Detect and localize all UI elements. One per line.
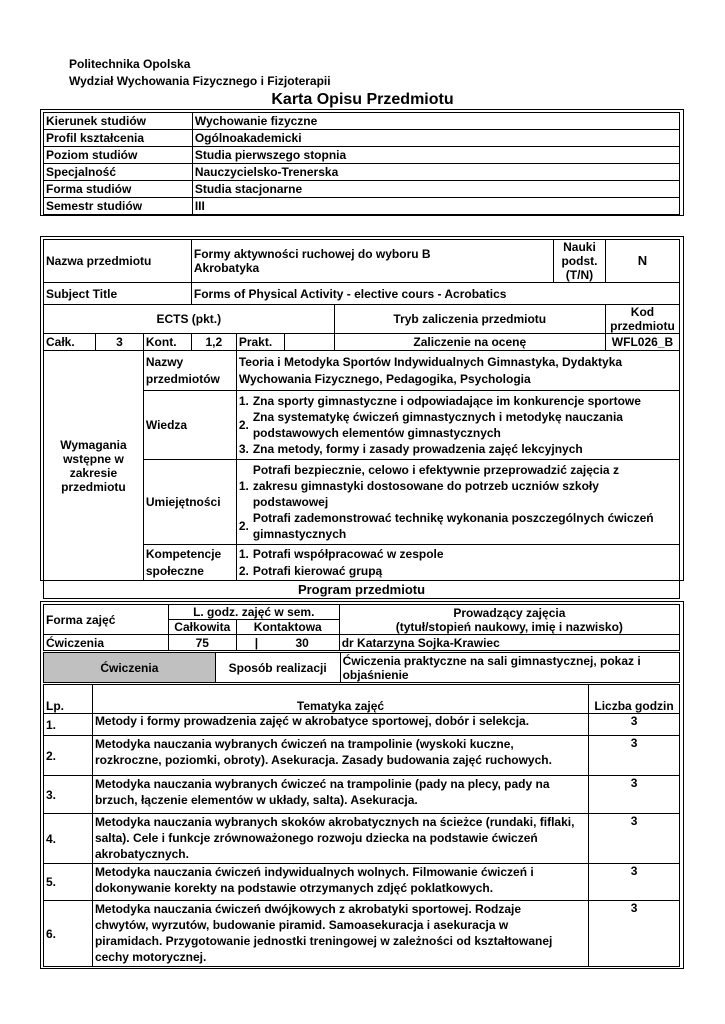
- study-value: Studia stacjonarne: [192, 181, 679, 198]
- basic-sciences-value: N: [605, 240, 679, 283]
- social-item: [239, 546, 677, 563]
- knowledge-label: Wiedza: [143, 391, 236, 460]
- total-label: Całk.: [44, 334, 96, 351]
- subject-title-value: Forms of Physical Activity - elective cours - Acrobatics: [191, 283, 679, 305]
- social-competence-list: [236, 545, 679, 581]
- classes-table: [43, 604, 680, 651]
- knowledge-item: [239, 393, 677, 409]
- hours-separator: |: [254, 635, 259, 650]
- prerequisites-label-line: wstępne w: [63, 451, 124, 466]
- topic-lp: 4.: [44, 814, 93, 864]
- item-text-line: podstawowej: [252, 495, 329, 509]
- topic-hours: 3: [589, 901, 680, 967]
- form-value: Ćwiczenia: [44, 635, 169, 651]
- item-number: 2.: [238, 519, 249, 533]
- code-label: Kod przedmiotu: [605, 305, 679, 334]
- code-value: WFL026_B: [605, 334, 679, 351]
- total-hours-label: Całkowita: [168, 620, 236, 635]
- kont-value: 1,2: [191, 334, 236, 351]
- ects-label: ECTS (pkt.): [44, 305, 335, 334]
- subject-name-line: Akrobatyka: [193, 261, 260, 275]
- teacher-label: [339, 605, 679, 635]
- topic-line: rozkroczne, poziomki, obroty). Asekuracja. Zasady budowania zajęć ruchowych.: [94, 753, 552, 767]
- prior-subjects-line: Wychowania Fizycznego, Pedagogika, Psychologia: [238, 371, 531, 386]
- topic-text: [92, 776, 588, 814]
- study-value: Nauczycielsko-Trenerska: [192, 164, 679, 181]
- item-text: Zna metody, formy i zasady prowadzenia zajęć lekcyjnych: [252, 442, 583, 456]
- program-label: Program przedmiotu: [44, 581, 680, 599]
- subject-table: [43, 239, 680, 599]
- study-label: Specjalność: [44, 164, 193, 181]
- item-number: 3.: [238, 442, 249, 456]
- study-label: Kierunek studiów: [44, 113, 193, 130]
- prior-subjects-label-line: Nazwy: [145, 354, 184, 369]
- skills-item: [239, 462, 677, 510]
- prakt-value: [284, 334, 334, 351]
- mode-value: Zaliczenie na ocenę: [334, 334, 605, 351]
- realization-form: Ćwiczenia: [44, 653, 216, 683]
- prerequisites-label-line: przedmiotu: [61, 479, 126, 494]
- knowledge-item: [239, 409, 677, 441]
- topic-text: [92, 901, 588, 967]
- faculty-name: Wydział Wychowania Fizycznego i Fizjoterapii: [69, 74, 331, 88]
- subject-title-label: Subject Title: [44, 283, 192, 305]
- topic-text: [92, 864, 588, 901]
- social-competence-label-line: Kompetencje: [145, 546, 222, 561]
- item-number: 2.: [238, 563, 249, 578]
- item-text-line: podstawowych elementów gimnastycznych: [252, 426, 501, 440]
- item-number: 1.: [238, 546, 249, 561]
- topic-line: chwytów, wyrzutów, budowanie piramid. Samoasekuracja i asekuracja w: [94, 918, 509, 932]
- social-competence-label: [143, 545, 236, 581]
- prior-subjects-label-line: przedmiotów: [145, 371, 220, 386]
- study-info-table: [43, 112, 680, 215]
- study-value: III: [192, 198, 679, 215]
- study-label: Poziom studiów: [44, 147, 193, 164]
- topic-header: Tematyka zajęć: [92, 685, 588, 714]
- hours-header: Liczba godzin: [589, 685, 680, 714]
- item-text: Potrafi współpracować w zespole: [252, 546, 444, 561]
- form-label: Forma zajęć: [44, 605, 169, 635]
- topic-line: Metodyka nauczania wybranych ćwiczeń na trampolinie (wyskoki kuczne,: [94, 737, 514, 751]
- topic-text: [92, 814, 588, 864]
- realization-method-line: objaśnienie: [342, 667, 409, 682]
- hours-label: L. godz. zajęć w sem.: [168, 605, 339, 620]
- study-value: Studia pierwszego stopnia: [192, 147, 679, 164]
- contact-hours-value: [236, 635, 339, 651]
- prerequisites-label-line: Wymagania: [60, 437, 127, 452]
- prakt-label: Prakt.: [236, 334, 284, 351]
- topic-line: dokonywanie korekty na podstawie otrzymanych zdjęć poklatkowych.: [94, 881, 494, 895]
- realization-method-line: Ćwiczenia praktyczne na sali gimnastycznej, pokaz i: [342, 653, 641, 668]
- topic-hours: 3: [589, 714, 680, 736]
- topic-lp: 5.: [44, 864, 93, 901]
- total-value: 3: [95, 334, 143, 351]
- contact-hours-number: 30: [295, 635, 309, 650]
- topic-hours: 3: [589, 864, 680, 901]
- item-text-line: zakresu gimnastyki dostosowane do potrzeb uczniów szkoły: [252, 479, 599, 493]
- skills-item: [239, 510, 677, 542]
- topic-line: salta). Cele i funkcje zrównoważonego rozwoju dziecka na podstawie ćwiczeń: [94, 831, 538, 845]
- mode-label: Tryb zaliczenia przedmiotu: [334, 305, 605, 334]
- topic-lp: 2.: [44, 736, 93, 776]
- item-text: Potrafi kierować grupą: [252, 563, 383, 578]
- kont-label: Kont.: [143, 334, 191, 351]
- prior-subjects-label: [143, 351, 236, 391]
- realization-table: [43, 652, 680, 683]
- prerequisites-label: [44, 351, 144, 581]
- teacher-label-line: (tytuł/stopień naukowy, imię i nazwisko): [395, 619, 623, 634]
- topics-table: [43, 684, 680, 967]
- knowledge-item: [239, 441, 677, 457]
- topic-text: [92, 736, 588, 776]
- topic-line: Metodyka nauczania wybranych skoków akrobatycznych na ścieżce (rundaki, fiflaki,: [94, 815, 575, 829]
- university-name: Politechnika Opolska: [69, 57, 191, 71]
- subject-name-label: Nazwa przedmiotu: [44, 240, 192, 283]
- prior-subjects-value: [236, 351, 679, 391]
- teacher-value: dr Katarzyna Sojka-Krawiec: [339, 635, 679, 651]
- topic-lp: 3.: [44, 776, 93, 814]
- prerequisites-label-line: zakresie: [69, 465, 118, 480]
- page-title: Karta Opisu Przedmiotu: [271, 91, 454, 108]
- realization-method-label: Sposób realizacji: [215, 653, 340, 683]
- topic-line: Metodyka nauczania ćwiczeń indywidualnych wolnych. Filmowanie ćwiczeń i: [94, 865, 534, 879]
- basic-sciences-label: Nauki podst. (T/N): [553, 240, 605, 283]
- knowledge-list: [236, 391, 679, 460]
- social-item: [239, 563, 677, 580]
- item-text: [253, 462, 619, 510]
- item-number: 1.: [238, 479, 249, 493]
- topic-hours: 3: [589, 736, 680, 776]
- subject-name-value: [191, 240, 553, 283]
- topic-hours: 3: [589, 776, 680, 814]
- topic-lp: 6.: [44, 901, 93, 967]
- topic-line: brzuch, łączenie elementów w układy, salta). Asekuracja.: [94, 793, 418, 807]
- topic-line: Metodyka nauczania ćwiczeń dwójkowych z akrobatyki sportowej. Rodzaje: [94, 902, 522, 916]
- social-competence-label-line: społeczne: [145, 563, 204, 578]
- item-text-line: Potrafi bezpiecznie, celowo i efektywnie przeprowadzić zajęcia z: [252, 463, 619, 477]
- topic-line: cechy motorycznej.: [94, 950, 207, 964]
- study-value: Wychowanie fizyczne: [192, 113, 679, 130]
- subject-name-line: Formy aktywności ruchowej do wyboru B: [193, 247, 431, 261]
- item-number: 2.: [238, 418, 249, 432]
- lp-header: Lp.: [44, 685, 93, 714]
- study-value: Ogólnoakademicki: [192, 130, 679, 147]
- total-hours-value: 75: [168, 635, 236, 651]
- topic-line: piramidach. Przygotowanie jednostki treningowej w zależności od kształtowanej: [94, 934, 553, 948]
- item-text-line: Potrafi zademonstrować technikę wykonania poszczególnych ćwiczeń: [252, 511, 654, 525]
- prior-subjects-line: Teoria i Metodyka Sportów Indywidualnych Gimnastyka, Dydaktyka: [238, 354, 623, 369]
- item-text-line: Zna systematykę ćwiczeń gimnastycznych i metodykę nauczania: [252, 410, 623, 424]
- topic-hours: 3: [589, 814, 680, 864]
- teacher-label-line: Prowadzący zajęcia: [453, 605, 566, 620]
- item-text: [253, 409, 623, 441]
- topic-line: Metody i formy prowadzenia zajęć w akrobatyce sportowej, dobór i selekcja.: [94, 714, 530, 728]
- topic-line: akrobatycznych.: [94, 847, 189, 861]
- study-label: Profil kształcenia: [44, 130, 193, 147]
- topic-text: [92, 714, 588, 736]
- topic-lp: 1.: [44, 714, 93, 736]
- topic-line: Metodyka nauczania wybranych ćwiczeć na trampolinie (pady na plecy, pady na: [94, 777, 550, 791]
- item-text-line: gimnastycznych: [252, 527, 347, 541]
- study-label: Forma studiów: [44, 181, 193, 198]
- item-number: 1.: [238, 394, 249, 408]
- item-text: [253, 510, 654, 542]
- skills-label: Umiejętności: [143, 460, 236, 545]
- skills-list: [236, 460, 679, 545]
- realization-method-value: [340, 653, 679, 683]
- item-text: Zna sporty gimnastyczne i odpowiadające im konkurencje sportowe: [252, 394, 641, 408]
- study-label: Semestr studiów: [44, 198, 193, 215]
- contact-hours-label: Kontaktowa: [236, 620, 339, 635]
